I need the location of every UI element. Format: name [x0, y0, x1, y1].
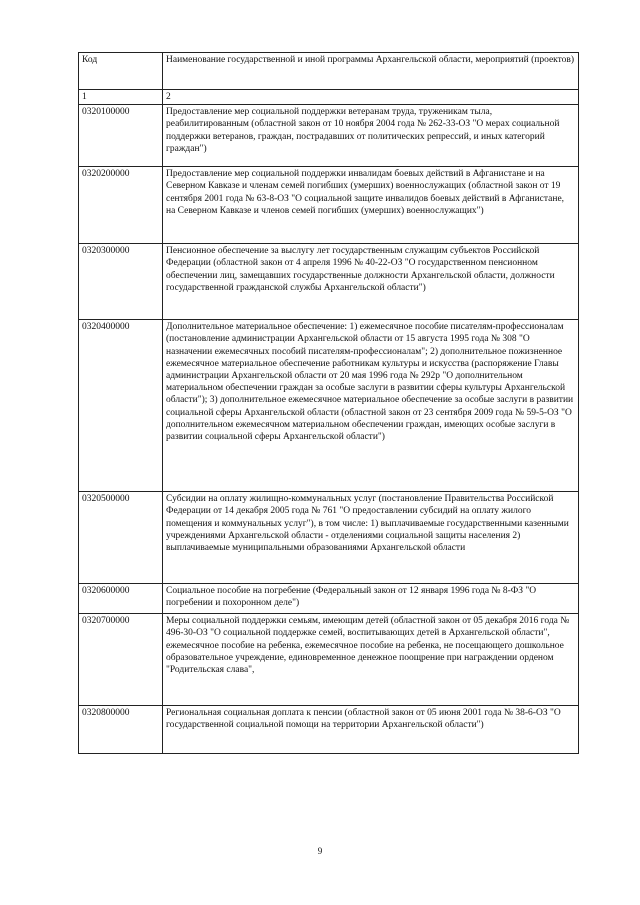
row-code: 0320100000: [79, 105, 163, 167]
row-code: 0320600000: [79, 584, 163, 614]
table-row: [79, 706, 579, 754]
row-code: 0320500000: [79, 492, 163, 584]
row-description: Предоставление мер социальной поддержки инвалидам боевых действий в Афганистане и на Северном Кавказе и членам семей погибших (умерших) военнослужащих (областной закон от 19 сентября 2001 года № 63-8-ОЗ "О социальной защите инвалидов боевых действий в Афганистане, на Северном Кавказе и членов семей погибших (умерших) военнослужащих"): [163, 167, 579, 244]
table-row: [79, 320, 579, 492]
row-code: 0320300000: [79, 244, 163, 320]
table-row: [79, 614, 579, 706]
row-description: Предоставление мер социальной поддержки ветеранам труда, труженикам тыла, реабилитированным (областной закон от 10 ноября 2004 года № 262-33-ОЗ "О мерах социальной поддержки ветеранов, граждан, пострадавших от политических репрессий, и иных категорий граждан"): [163, 105, 579, 167]
table-row: [79, 167, 579, 244]
row-description: Региональная социальная доплата к пенсии (областной закон от 05 июня 2001 года № 38-6-ОЗ "О государственной социальной помощи на территории Архангельской области"): [163, 706, 579, 754]
table-number-row: [79, 90, 579, 105]
row-code: 0320200000: [79, 167, 163, 244]
row-code: 0320800000: [79, 706, 163, 754]
table-header-row: [79, 53, 579, 90]
row-description: Меры социальной поддержки семьям, имеющим детей (областной закон от 05 декабря 2016 года № 496-30-ОЗ "О социальной поддержке семей, воспитывающих детей в Архангельской области", ежемесячное пособие на ребенка, ежемесячное пособие на ребенка, не посещающего дошкольное образовательное учреждение, единовременное денежное поощрение при награждении орденом "Родительская слава",: [163, 614, 579, 706]
row-description: Пенсионное обеспечение за выслугу лет государственным служащим субъектов Российской Федерации (областной закон от 4 апреля 1996 № 40-22-ОЗ "О государственном пенсионном обеспечении лиц, замещавших государственные должности Архангельской области, должности государственной гражданской службы Архангельской области"): [163, 244, 579, 320]
header-code: Код: [79, 53, 163, 90]
table-row: [79, 105, 579, 167]
column-number-1: 1: [79, 90, 163, 105]
row-code: 0320400000: [79, 320, 163, 492]
table-row: [79, 244, 579, 320]
row-description: Субсидии на оплату жилищно-коммунальных услуг (постановление Правительства Российской Федерации от 14 декабря 2005 года № 761 "О предоставлении субсидий на оплату жилого помещения и коммунальных услуг"), в том числе: 1) выплачиваемые государственными казенными учреждениями Архангельской области - отделениями социальной защиты населения 2) выплачиваемые муниципальными образованиями Архангельской области: [163, 492, 579, 584]
program-table: [78, 52, 579, 754]
table-row: [79, 492, 579, 584]
table-row: [79, 584, 579, 614]
row-description: Дополнительное материальное обеспечение: 1) ежемесячное пособие писателям-профессионалам (постановление администрации Архангельской области от 15 августа 1995 года № 308 "О назначении ежемесячных пособий писателям-профессионалам"; 2) дополнительное пожизненное ежемесячное материальное обеспечение работникам культуры и искусства (распоряжение Главы администрации Архангельской области от 20 мая 1996 года № 292р "О дополнительном материальном обеспечении граждан за особые заслуги в развитии сферы культуры Архангельской области"); 3) дополнительное ежемесячное материальное обеспечение за особые заслуги в развитии социальной сферы Архангельской области (областной закон от 23 сентября 2009 года № 59-5-ОЗ "О дополнительном ежемесячном материальном обеспечении граждан, имеющих особые заслуги в развитии социальной сферы Архангельской области"): [163, 320, 579, 492]
header-name: Наименование государственной и иной программы Архангельской области, мероприятий (проектов): [163, 53, 579, 90]
column-number-2: 2: [163, 90, 579, 105]
row-description: Социальное пособие на погребение (Федеральный закон от 12 января 1996 года № 8-ФЗ "О погребении и похоронном деле"): [163, 584, 579, 614]
row-code: 0320700000: [79, 614, 163, 706]
page-number: 9: [317, 846, 323, 856]
